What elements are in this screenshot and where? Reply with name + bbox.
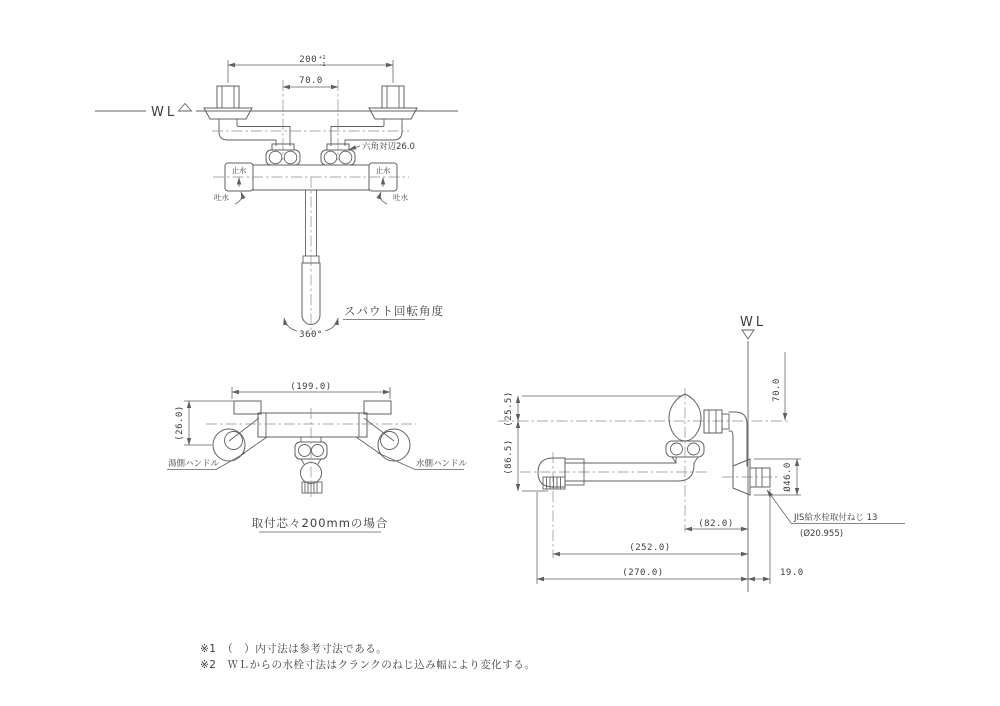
hex-across-flats-label: 六角対辺26.0 (362, 142, 415, 152)
dim-center-to-wall: (82.0) (698, 519, 734, 529)
dim-drop: 70.0 (772, 378, 782, 402)
front-view (167, 382, 468, 532)
discharge-right-label: 吐水 (393, 193, 408, 202)
dim-mount-pitch-tol-upper: +1 (319, 55, 326, 61)
right-wall-flange (331, 86, 417, 140)
thread-label: JIS給水栓取付ねじ 13 (794, 513, 878, 523)
front-view-caption: 取付芯々200mmの場合 (251, 516, 389, 530)
dim-body-width: (199.0) (290, 382, 332, 392)
top-view (95, 55, 458, 340)
notes (200, 642, 535, 671)
thread-dia-label: (Ø20.955) (800, 529, 844, 539)
side-view (498, 315, 905, 592)
note-1: ※1 （ ）内寸法は参考寸法である。 (200, 643, 388, 655)
dim-valve-pitch: 70.0 (299, 76, 323, 86)
wl-level-icon (179, 104, 192, 112)
dim-wall-offset: 19.0 (780, 568, 804, 578)
side-wl-label: WL (740, 315, 767, 330)
stop-water-left-label: 止水 (231, 166, 247, 175)
dim-mount-pitch: 200 (299, 55, 317, 65)
hot-handle-label: 湯側ハンドル (168, 459, 220, 469)
dim-mount-pitch-tol-lower: -1 (319, 62, 326, 68)
dim-body-height: (26.0) (175, 405, 185, 441)
discharge-left-label: 吐水 (214, 193, 229, 202)
faucet-body-front (206, 401, 416, 500)
crank-side (704, 410, 770, 495)
spout-top (302, 177, 320, 334)
cold-handle-label: 水側ハンドル (416, 459, 468, 469)
top-wl-label: WL (151, 105, 178, 120)
note-2: ※2 ＷＬからの水栓寸法はクランクのねじ込み幅により変化する。 (200, 659, 536, 671)
dim-total-reach: (270.0) (622, 568, 664, 578)
dim-below-center: (86.5) (504, 439, 514, 475)
spout-side (520, 457, 710, 489)
dim-above-center: (25.5) (504, 391, 514, 427)
left-wall-flange (204, 86, 290, 140)
dim-outlet-to-wall: (252.0) (629, 543, 671, 553)
spout-angle-value: 360° (299, 330, 323, 340)
spout-rotation-label: スパウト回転角度 (344, 304, 444, 318)
stop-water-right-label: 止水 (375, 166, 391, 175)
dim-flange-dia: Ø46.0 (783, 462, 793, 492)
